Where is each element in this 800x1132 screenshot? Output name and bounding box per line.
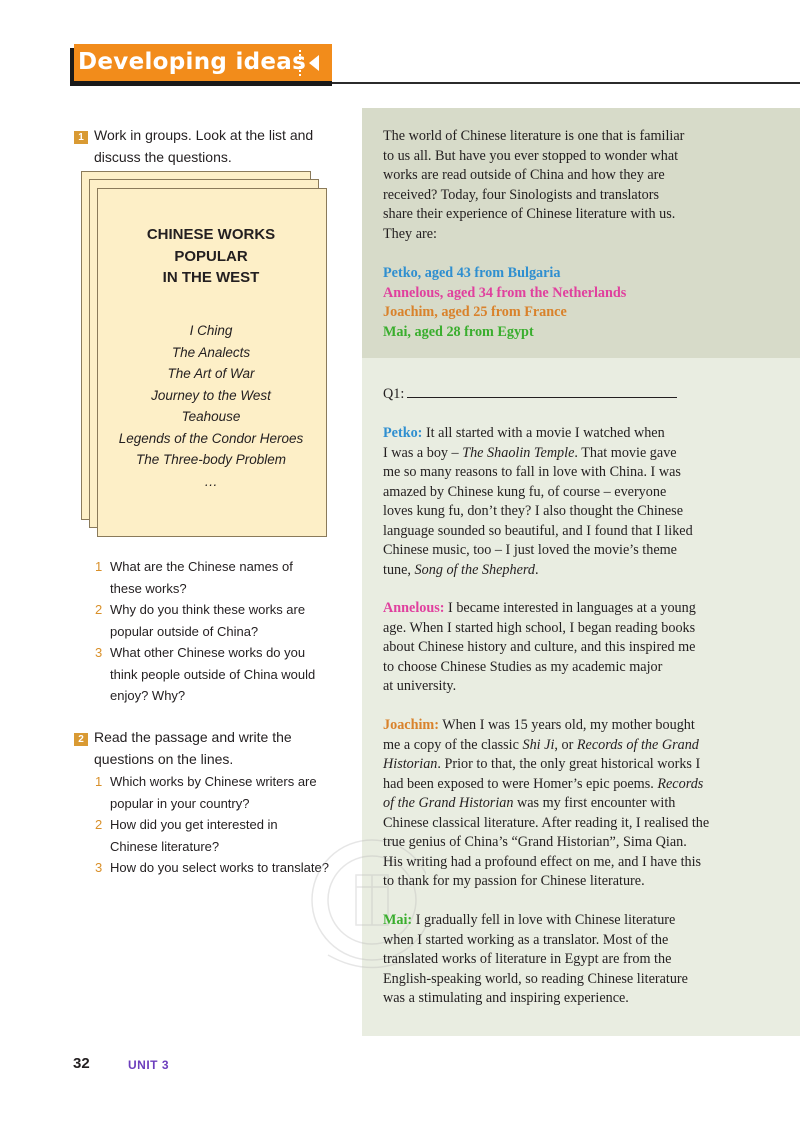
question-number: 2 [95, 602, 103, 617]
paragraph-line: to choose Chinese Studies as my academic major [383, 658, 663, 675]
speaker-label: Joachim: [383, 717, 439, 733]
question-number: 1 [95, 559, 103, 574]
question-text: How did you get interested in [110, 817, 278, 832]
paragraph-line: was my first encounter with [513, 795, 676, 811]
instruction-line: discuss the questions. [94, 148, 232, 165]
question-number: 1 [95, 774, 103, 789]
instruction-line: questions on the lines. [94, 750, 234, 767]
paragraph-line: amazed by Chinese kung fu, of course – everyone [383, 483, 667, 500]
paragraph-line: tune, [383, 561, 415, 578]
q1-answer-line[interactable] [383, 384, 677, 405]
paragraph-line: English-speaking world, so reading Chinese literature [383, 970, 688, 987]
intro-line: share their experience of Chinese literature with us. [383, 206, 676, 222]
question-text: popular outside of China? [110, 623, 259, 639]
work-item: Journey to the West [151, 387, 271, 403]
exercise-1-instruction [94, 125, 313, 168]
paragraph-line: When I was 15 years old, my mother bought [442, 717, 695, 733]
work-item: Teahouse [181, 409, 241, 424]
contributor-joachim: Joachim, aged 25 from France [383, 304, 567, 320]
question-text: What are the Chinese names of [110, 559, 293, 574]
card-title [97, 224, 325, 289]
works-list [97, 320, 325, 492]
banner-separator [299, 50, 301, 76]
question-text: these works? [110, 580, 187, 596]
mai-paragraph [383, 911, 725, 1009]
paragraph-line: His writing had a profound effect on me, and I have this [383, 853, 702, 870]
card-title-line: CHINESE WORKS [146, 226, 276, 243]
paragraph-line: Chinese music, too – I just loved the movie’s theme [383, 542, 677, 558]
card-title-line: POPULAR [174, 247, 248, 265]
paragraph-line: to thank for my passion for Chinese literature. [383, 873, 645, 889]
paragraph-line: true genius of China’s “Grand Historian”, Sima Qian. [383, 834, 687, 850]
paragraph-line: me a copy of the classic [383, 736, 523, 753]
work-item: The Three-body Problem [135, 452, 287, 467]
question-number: 2 [95, 817, 103, 832]
paragraph-line: I became interested in languages at a young [448, 600, 696, 616]
intro-line: to us all. But have you ever stopped to wonder what [383, 147, 679, 164]
paragraph-line: Chinese classical literature. After reading it, I realised the [383, 814, 710, 831]
book-title: Historian [383, 756, 438, 772]
triangle-left-icon [309, 55, 319, 71]
exercise-1-number: 1 [74, 131, 88, 144]
question-text: How do you select works to translate? [110, 860, 329, 875]
intro-line: They are: [383, 225, 437, 242]
question-item [95, 556, 345, 599]
contributor-petko: Petko, aged 43 from Bulgaria [383, 265, 561, 281]
question-text: enjoy? Why? [110, 688, 186, 703]
work-item: The Analects [171, 344, 251, 360]
intro-line: The world of Chinese literature is one that is familiar [383, 128, 685, 144]
q1-blank[interactable] [407, 384, 677, 398]
work-item: The Art of War [167, 366, 255, 381]
paragraph-line: about Chinese history and culture, and this inspired me [383, 639, 696, 655]
paragraph-line: loves kung fu, don’t they? I also thought the Chinese [383, 503, 683, 519]
paragraph-line: had been exposed to were Homer’s epic poems. [383, 775, 658, 792]
question-item [95, 599, 345, 642]
paragraph-line: I was a boy – [383, 444, 463, 461]
paragraph-line: translated works of literature in Egypt are from the [383, 951, 672, 967]
header-rule [332, 82, 800, 84]
book-title: Records [657, 775, 704, 792]
page-number: 32 [73, 1055, 90, 1072]
paragraph-line: was a stimulating and inspiring experience. [383, 990, 629, 1006]
question-text: popular in your country? [110, 795, 250, 811]
question-number: 3 [95, 860, 103, 875]
paragraph-line: when I started working as a translator. Most of the [383, 931, 669, 948]
work-item: I Ching [189, 323, 233, 338]
question-item [95, 642, 345, 707]
question-text: What other Chinese works do you [110, 645, 306, 660]
question-text: Which works by Chinese writers are [110, 774, 317, 789]
unit-label: UNIT 3 [128, 1058, 170, 1072]
exercise-2-instruction [94, 727, 292, 770]
q1-label: Q1: [383, 386, 405, 402]
paragraph-line: I gradually fell in love with Chinese literature [415, 912, 676, 928]
annelous-paragraph [383, 599, 725, 697]
paragraph-line: . Prior to that, the only great historical works I [437, 756, 701, 772]
contributors-list [383, 264, 723, 342]
paragraph-line: . That movie gave [574, 444, 677, 461]
work-item: Legends of the Condor Heroes [118, 430, 304, 446]
contributor-annelous: Annelous, aged 34 from the Netherlands [383, 284, 627, 301]
speaker-label: Mai: [383, 912, 413, 928]
intro-line: works are read outside of China and how they are [383, 167, 665, 183]
book-title: Records of the Grand [576, 736, 699, 753]
book-title: of the Grand Historian [383, 795, 514, 811]
passage-intro [383, 127, 723, 244]
paragraph-line: It all started with a movie I watched when [425, 425, 665, 441]
question-text: think people outside of China would [110, 666, 316, 682]
intro-line: received? Today, four Sinologists and translators [383, 186, 659, 203]
paragraph-line: me so many reasons to fall in love with China. I was [383, 464, 681, 480]
paragraph-line: age. When I started high school, I began reading books [383, 619, 696, 636]
exercise-2-number: 2 [74, 733, 88, 746]
paragraph-line: at university. [383, 678, 457, 694]
instruction-line: Read the passage and write the [94, 729, 292, 745]
paragraph-line: . [534, 561, 539, 578]
instruction-line: Work in groups. Look at the list and [94, 127, 314, 143]
speaker-label: Annelous: [383, 600, 445, 616]
movie-title: The Shaolin Temple [462, 444, 575, 461]
book-title: Shi Ji [522, 736, 555, 753]
section-title: Developing ideas [78, 49, 307, 75]
work-item: … [204, 473, 218, 489]
song-title: Song of the Shepherd [414, 561, 535, 578]
joachim-paragraph [383, 716, 725, 892]
question-text: Chinese literature? [110, 838, 220, 854]
contributor-mai: Mai, aged 28 from Egypt [383, 323, 534, 340]
petko-paragraph [383, 424, 725, 580]
question-text: Why do you think these works are [110, 602, 306, 617]
paragraph-line: , or [554, 736, 577, 753]
speaker-label: Petko: [383, 425, 423, 441]
question-number: 3 [95, 645, 103, 660]
paragraph-line: language sounded so beautiful, and I found that I liked [383, 522, 693, 539]
exercise-1-questions [95, 556, 345, 707]
card-title-line: IN THE WEST [162, 269, 260, 286]
